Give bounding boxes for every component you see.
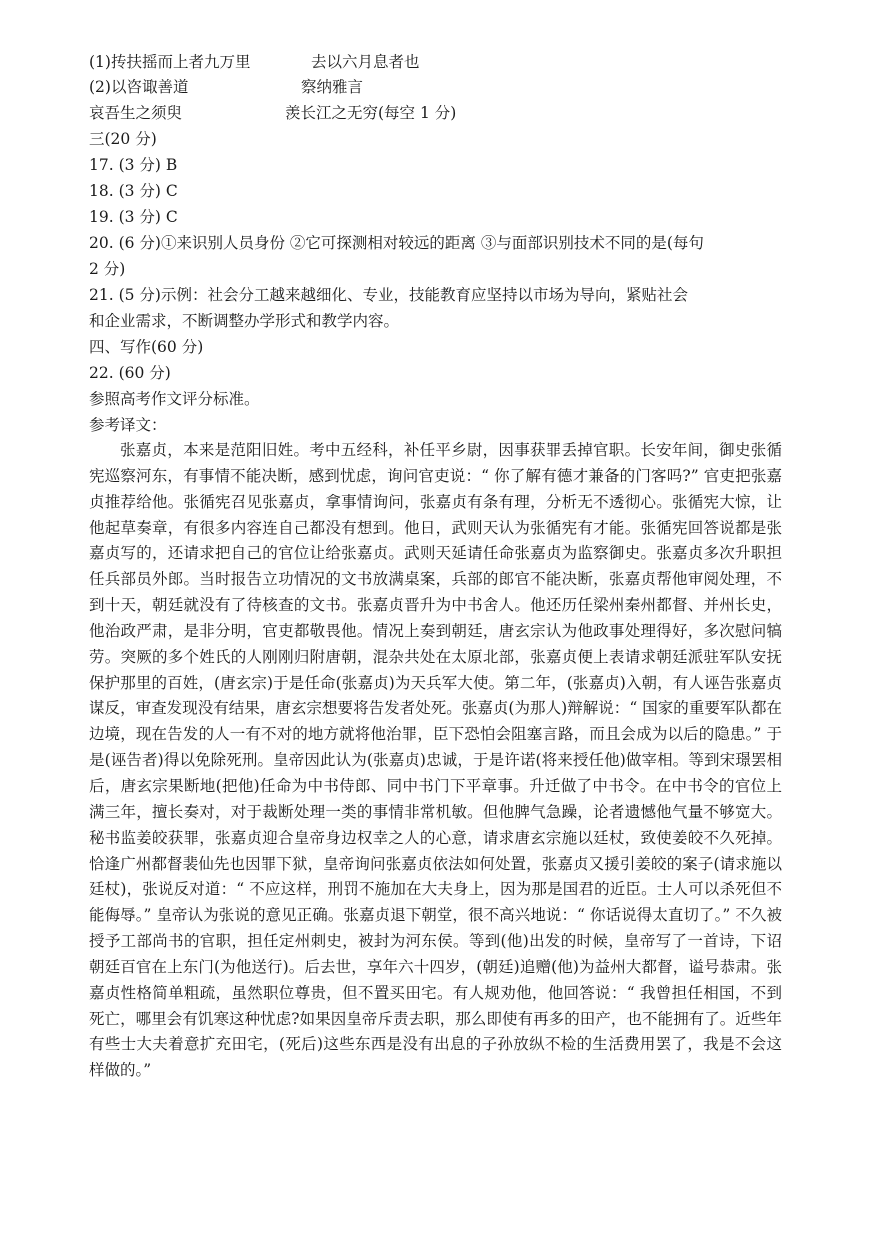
answer-20-line-2: 2 分): [89, 260, 126, 278]
answer-16-3-second: 羡长江之无穷(每空 1 分): [285, 104, 457, 122]
translation-title: 参考译文：: [89, 416, 167, 434]
answer-22-note: 参照高考作文评分标准。: [89, 390, 260, 408]
answer-21-line-1: 21. (5 分)示例：社会分工越来越细化、专业，技能教育应坚持以市场为导向，紧贴社会: [89, 286, 688, 304]
answer-16-3-first: 哀吾生之须臾: [89, 104, 183, 122]
answer-16-1-first: (1)抟扶摇而上者九万里: [89, 53, 251, 71]
answer-16-1: [89, 52, 420, 72]
section-4-heading: 四、写作(60 分): [89, 338, 204, 356]
answer-17: 17. (3 分) B: [89, 156, 178, 174]
answer-16-1-second: 去以六月息者也: [311, 53, 420, 71]
answer-21-line-2: 和企业需求，不断调整办学形式和教学内容。: [89, 312, 400, 330]
answer-20-line-1: 20. (6 分)①来识别人员身份 ②它可探测相对较远的距离 ③与面部识别技术不同的是(每句: [89, 234, 704, 252]
answer-22: 22. (60 分): [89, 364, 171, 382]
translation-paragraph: 张嘉贞，本来是范阳旧姓。考中五经科，补任平乡尉，因事获罪丢掉官职。长安年间，御史张循宪巡察河东，有事情不能决断，感到忧虑，询问官吏说：“ 你了解有德才兼备的门客吗?” 官吏把张嘉贞推荐给他。张循宪召见张嘉贞，拿事情询问，张嘉贞有条有理，分析无不透彻心。张循宪大惊，让他起草奏章，有很多内容连自己都没有想到。他日，武则天认为张循宪有才能。张循宪回答说都是张嘉贞写的，还请求把自己的官位让给张嘉贞。武则天延请任命张嘉贞为监察御史。张嘉贞多次升职担任兵部员外郎。当时报告立功情况的文书放满桌案，兵部的郎官不能决断，张嘉贞帮他审阅处理，不到十天，朝廷就没有了待核查的文书。张嘉贞晋升为中书舍人。他还历任梁州秦州都督、并州长史，他治政严肃，是非分明，官吏都敬畏他。情况上奏到朝廷，唐玄宗认为他政事处理得好，多次慰问犒劳。突厥的多个姓氏的人刚刚归附唐朝，混杂共处在太原北部，张嘉贞便上表请求朝廷派驻军队安抚保护那里的百姓，(唐玄宗)于是任命(张嘉贞)为天兵军大使。第二年，(张嘉贞)入朝，有人诬告张嘉贞谋反，审查发现没有结果，唐玄宗想要将告发者处死。张嘉贞(为那人)辩解说：“ 国家的重要军队都在边境，现在告发的人一有不对的地方就将他治罪，臣下恐怕会阻塞言路，而且会成为以后的隐患。” 于是(诬告者)得以免除死刑。皇帝因此认为(张嘉贞)忠诚，于是许诺(将来授任他)做宰相。等到宋璟罢相后，唐玄宗果断地(把他)任命为中书侍郎、同中书门下平章事。升迁做了中书令。在中书令的官位上满三年，擅长奏对，对于裁断处理一类的事情非常机敏。但他脾气急躁，论者遗憾他气量不够宽大。秘书监姜皎获罪，张嘉贞迎合皇帝身边权幸之人的心意，请求唐玄宗施以廷杖，致使姜皎不久死掉。恰逢广州都督裴仙先也因罪下狱，皇帝询问张嘉贞依法如何处置，张嘉贞又援引姜皎的案子(请求施以廷杖)，张说反对道：“ 不应这样，刑罚不施加在大夫身上，因为那是国君的近臣。士人可以杀死但不能侮辱。” 皇帝认为张说的意见正确。张嘉贞退下朝堂，很不高兴地说：“ 你话说得太直切了。” 不久被授予工部尚书的官职，担任定州刺史，被封为河东侯。等到(他)出发的时候，皇帝写了一首诗，下诏朝廷百官在上东门(为他送行)。后去世，享年六十四岁，(朝廷)追赠(他)为益州大都督，谥号恭肃。张嘉贞性格简单粗疏，虽然职位尊贵，但不置买田宅。有人规劝他，他回答说：“ 我曾担任相国，不到死亡，哪里会有饥寒这种忧虑?如果因皇帝斥责去职，那么即使有再多的田产，也不能拥有了。近些年有些士大夫着意扩充田宅，(死后)这些东西是没有出息的子孙放纵不检的生活费用罢了，我是不会这样做的。”: [89, 441, 782, 1080]
section-3-heading: 三(20 分): [89, 130, 157, 148]
answer-16-2-first: (2)以咨诹善道: [89, 78, 189, 96]
answer-16-3: [89, 103, 456, 123]
answer-16-2: [89, 77, 363, 97]
answer-18: 18. (3 分) C: [89, 182, 178, 200]
answer-16-2-second: 察纳雅言: [301, 78, 364, 96]
answer-19: 19. (3 分) C: [89, 208, 178, 226]
